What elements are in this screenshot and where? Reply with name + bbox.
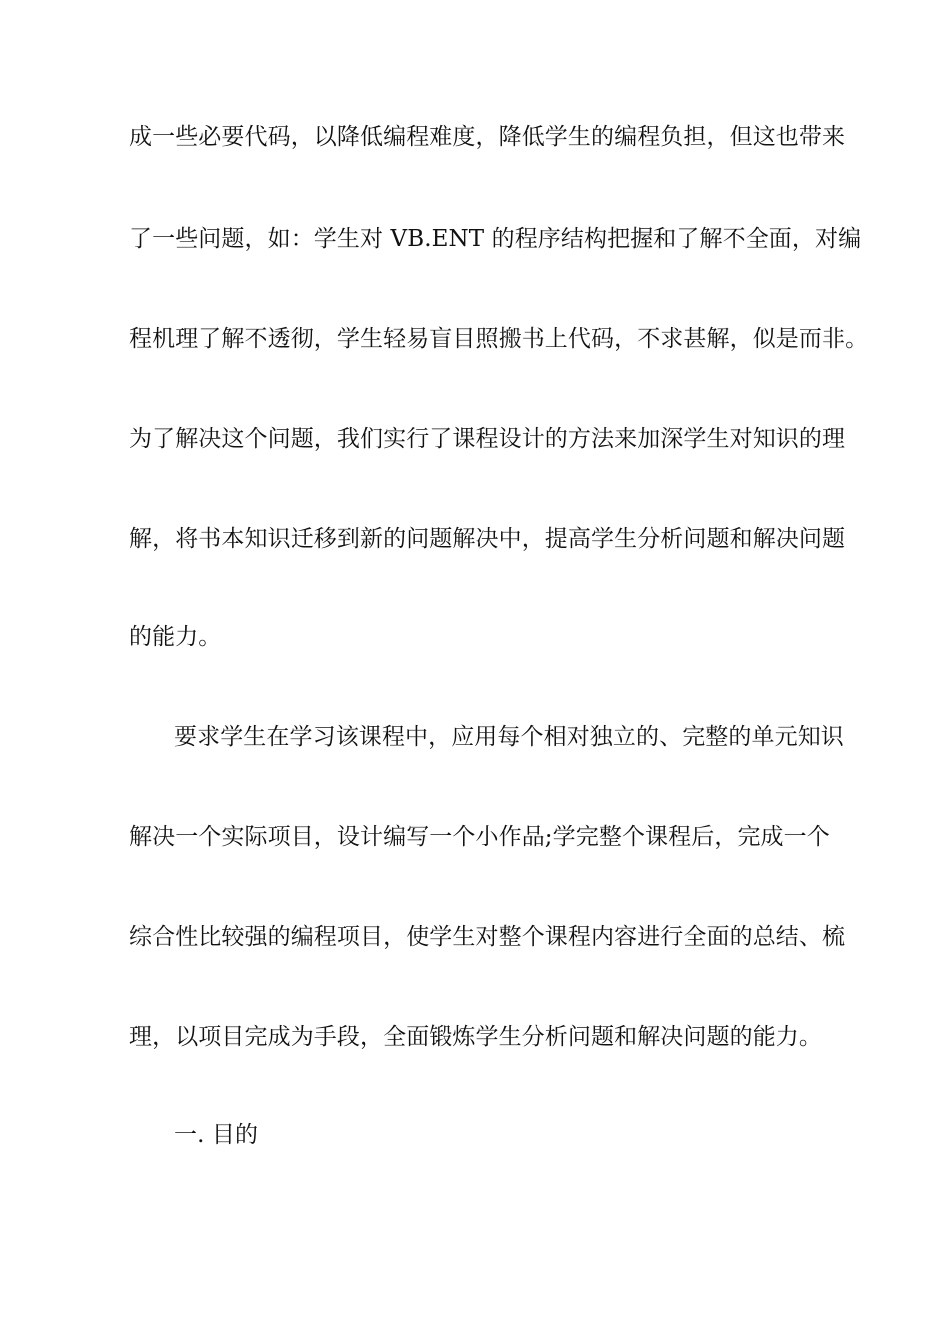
- paragraph-line: 要求学生在学习该课程中，应用每个相对独立的、完整的单元知识: [174, 724, 844, 750]
- paragraph-line: 了一些问题，如：学生对 VB.ENT 的程序结构把握和了解不全面，对编: [129, 226, 862, 252]
- paragraph-line: 解，将书本知识迁移到新的问题解决中，提高学生分析问题和解决问题: [129, 526, 846, 552]
- paragraph-line: 的能力。: [129, 624, 222, 650]
- section-heading: 一. 目的: [174, 1122, 259, 1148]
- paragraph-line: 解决一个实际项目，设计编写一个小作品;学完整个课程后，完成一个: [129, 824, 830, 850]
- paragraph-line: 成一些必要代码，以降低编程难度，降低学生的编程负担，但这也带来: [129, 124, 846, 150]
- paragraph-line: 为了解决这个问题，我们实行了课程设计的方法来加深学生对知识的理: [129, 426, 846, 452]
- paragraph-line: 理，以项目完成为手段，全面锻炼学生分析问题和解决问题的能力。: [129, 1024, 822, 1050]
- paragraph-line: 程机理了解不透彻，学生轻易盲目照搬书上代码，不求甚解，似是而非。: [129, 326, 869, 352]
- paragraph-line: 综合性比较强的编程项目，使学生对整个课程内容进行全面的总结、梳: [129, 924, 846, 950]
